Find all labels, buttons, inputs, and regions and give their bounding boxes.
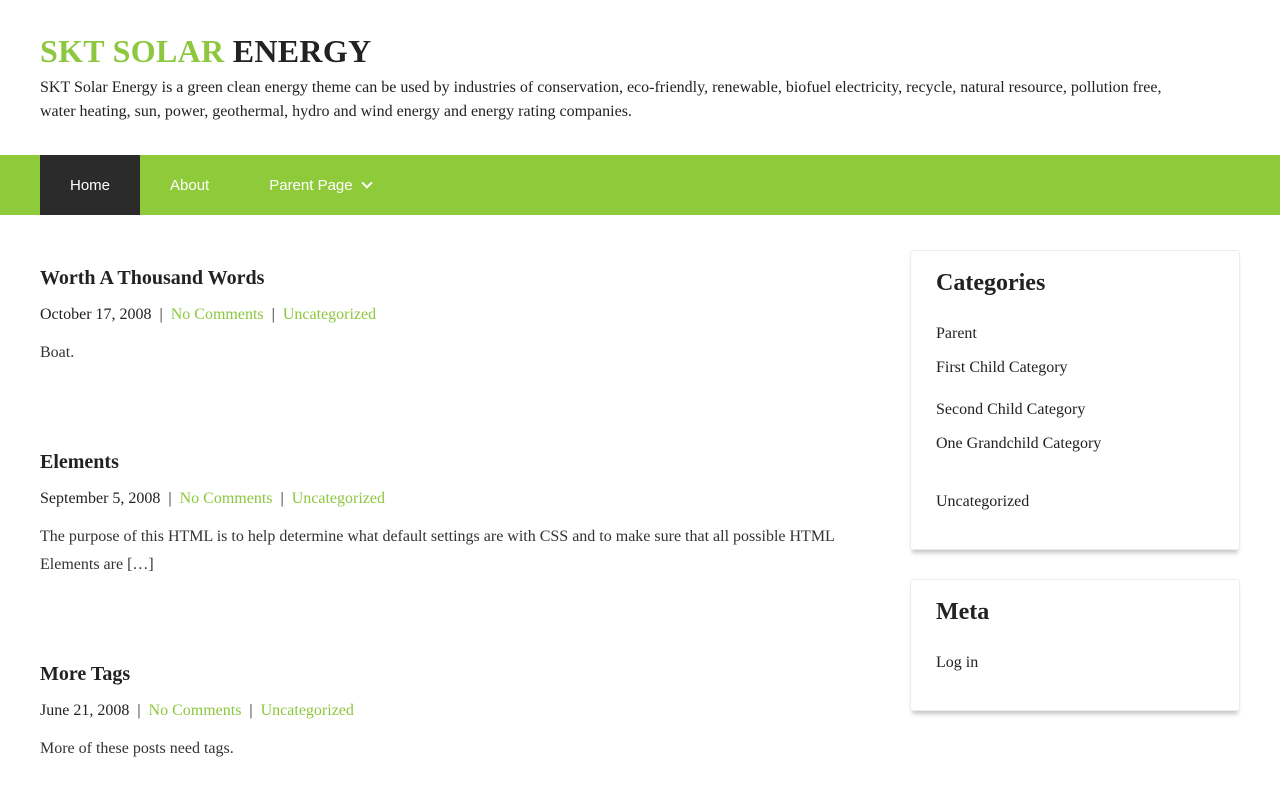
chevron-down-icon[interactable] (361, 177, 372, 188)
nav-item-about[interactable] (140, 155, 239, 215)
nav-item-label: Home (70, 176, 111, 194)
nav-item-label: About (170, 176, 210, 194)
categories-widget (910, 250, 1240, 550)
post-date[interactable]: June 21, 2008 (40, 702, 130, 719)
meta-widget (910, 579, 1240, 711)
meta-separator: | (280, 490, 284, 507)
post-meta (40, 487, 860, 511)
post-title[interactable]: Worth A Thousand Words (40, 267, 265, 289)
post-meta (40, 303, 860, 327)
widget-title: Categories (936, 270, 1046, 296)
site-title-accent[interactable]: SKT SOLAR (40, 33, 225, 69)
post-category-link[interactable]: Uncategorized (282, 306, 377, 323)
site-title-main[interactable]: ENERGY (232, 33, 372, 69)
post-meta (40, 699, 860, 723)
nav-item-parent-page[interactable] (239, 155, 400, 215)
meta-separator: | (168, 490, 172, 507)
category-link-uncategorized[interactable]: Uncategorized (936, 493, 1030, 510)
post-article (40, 449, 860, 579)
category-link-second-child[interactable]: Second Child Category (936, 401, 1086, 418)
post-excerpt: The purpose of this HTML is to help determine what default settings are with CSS and to make sure that all possible HTML Elements are […] (40, 528, 835, 573)
category-link-grandchild[interactable]: One Grandchild Category (936, 435, 1102, 452)
meta-separator: | (271, 306, 275, 323)
post-date[interactable]: September 5, 2008 (40, 490, 161, 507)
post-title[interactable]: Elements (40, 451, 119, 473)
nav-item-label: Parent Page (269, 176, 353, 194)
meta-separator: | (249, 702, 253, 719)
post-article (40, 265, 860, 367)
meta-separator: | (137, 702, 141, 719)
post-category-link[interactable]: Uncategorized (260, 702, 354, 719)
meta-separator: | (159, 306, 163, 323)
widget-title: Meta (936, 599, 990, 625)
post-comments-link[interactable]: No Comments (170, 306, 264, 323)
main-navigation (0, 155, 1280, 215)
site-description: SKT Solar Energy is a green clean energy theme can be used by industries of conservation, eco-friendly, renewable, biofuel electricity, recycle, natural resource, pollution free, water heating, sun, power, geothermal, hydro and wind energy and energy rating companies. (40, 79, 1162, 120)
site-header (40, 32, 1180, 124)
site-title[interactable] (40, 32, 1180, 70)
post-excerpt: Boat. (40, 344, 75, 361)
post-date[interactable]: October 17, 2008 (40, 306, 152, 323)
post-article (40, 661, 860, 763)
post-comments-link[interactable]: No Comments (148, 702, 242, 719)
post-excerpt: More of these posts need tags. (40, 740, 234, 757)
post-category-link[interactable]: Uncategorized (291, 490, 385, 507)
login-link[interactable]: Log in (936, 654, 979, 671)
category-link-first-child[interactable]: First Child Category (936, 359, 1068, 376)
nav-item-home[interactable] (40, 155, 140, 215)
nav-menu (40, 155, 401, 215)
category-link-parent[interactable]: Parent (936, 325, 977, 342)
post-comments-link[interactable]: No Comments (179, 490, 273, 507)
post-title[interactable]: More Tags (40, 663, 131, 685)
